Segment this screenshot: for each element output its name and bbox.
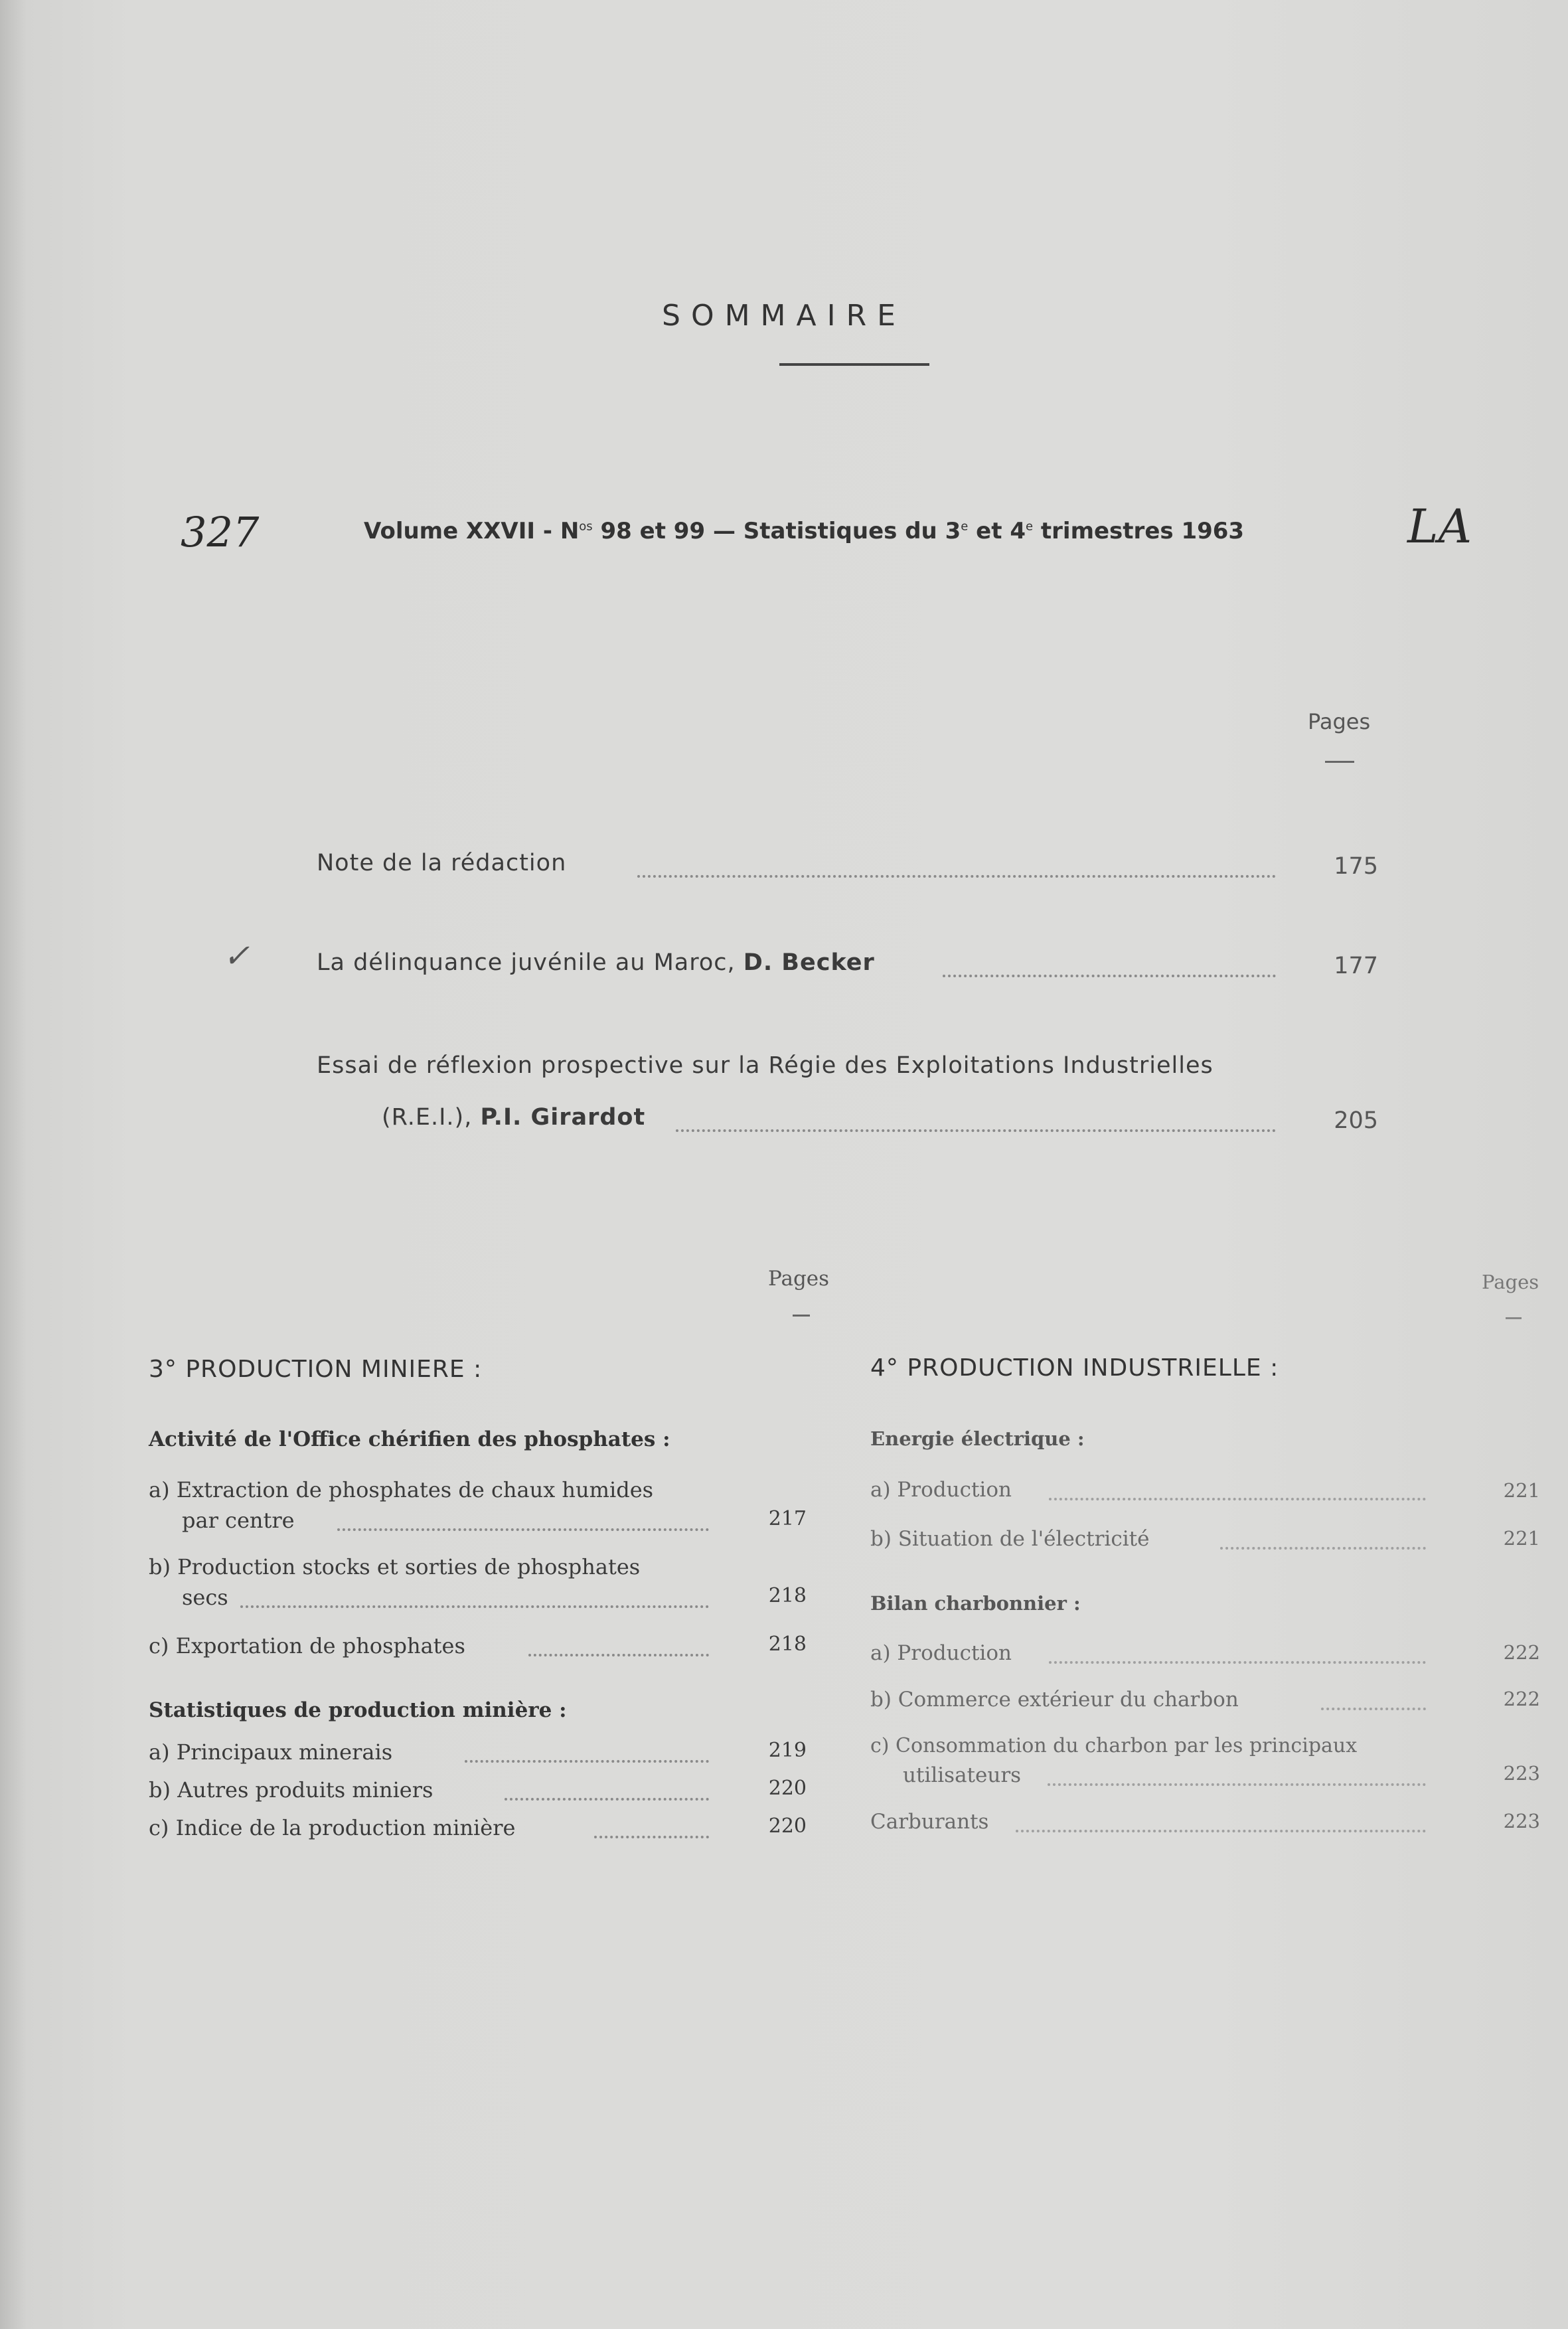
leader-dots <box>676 1129 1276 1132</box>
group-title: Energie électrique : <box>870 1427 1085 1450</box>
toc-item-page: 219 <box>768 1739 807 1762</box>
toc-item-page: 218 <box>768 1633 807 1656</box>
toc-entry-title: La délinquance juvénile au Maroc, <box>317 949 744 976</box>
volume-part-3: et 4 <box>968 518 1026 544</box>
handwritten-number: 327 <box>181 508 260 556</box>
toc-item: a) Extraction de phosphates de chaux humides <box>149 1477 654 1502</box>
toc-entry-text: Note de la rédaction <box>317 850 567 876</box>
volume-part-1: Volume XXVII - N <box>364 518 580 544</box>
pages-label-dash <box>1325 761 1354 763</box>
toc-entry-page: 175 <box>1334 853 1378 880</box>
toc-entry-text-continued <box>382 1104 645 1131</box>
toc-item-continued: utilisateurs <box>903 1763 1022 1787</box>
handwritten-initials: LA <box>1407 499 1472 554</box>
leader-dots <box>1048 1783 1426 1786</box>
toc-entry-page: 205 <box>1334 1107 1378 1134</box>
toc-item-page: 223 <box>1503 1762 1540 1785</box>
toc-item: b) Situation de l'électricité <box>870 1527 1150 1551</box>
volume-sup-2: e <box>961 519 969 534</box>
toc-item: Carburants <box>870 1810 989 1834</box>
section-heading-industry: 4° PRODUCTION INDUSTRIELLE : <box>870 1354 1279 1382</box>
toc-entry-title: (R.E.I.), <box>382 1104 481 1131</box>
leader-dots <box>1016 1830 1426 1832</box>
group-title: Statistiques de production minière : <box>149 1698 567 1722</box>
toc-item-page: 222 <box>1503 1688 1540 1710</box>
title-underline <box>779 363 929 366</box>
toc-item: c) Consommation du charbon par les principaux <box>870 1734 1358 1757</box>
leader-dots <box>943 975 1276 977</box>
page-title: SOMMAIRE <box>662 299 906 333</box>
group-title: Bilan charbonnier : <box>870 1592 1081 1615</box>
section-heading-mining: 3° PRODUCTION MINIERE : <box>149 1356 483 1383</box>
toc-item-page: 221 <box>1503 1479 1540 1502</box>
toc-item: b) Production stocks et sorties de phosphates <box>149 1554 641 1579</box>
toc-entry-page: 177 <box>1334 953 1378 979</box>
leader-dots <box>1220 1547 1426 1550</box>
volume-line <box>364 518 1244 544</box>
right-pages-label: Pages <box>1482 1271 1539 1293</box>
toc-entry-author: P.I. Girardot <box>480 1104 646 1131</box>
toc-item-continued: par centre <box>182 1508 295 1533</box>
leader-dots <box>1321 1708 1426 1710</box>
toc-entry-author: D. Becker <box>743 949 875 976</box>
volume-part-2: 98 et 99 — Statistiques du 3 <box>592 518 961 544</box>
leader-dots <box>337 1528 709 1531</box>
leader-dots <box>1049 1661 1426 1664</box>
leader-dots <box>240 1605 709 1608</box>
toc-item-page: 223 <box>1503 1810 1540 1832</box>
volume-sup-1: os <box>579 519 593 534</box>
group-title: Activité de l'Office chérifien des phosphates : <box>149 1427 670 1451</box>
left-pages-dash <box>793 1315 810 1317</box>
toc-item: b) Autres produits miniers <box>149 1777 433 1803</box>
toc-item: c) Indice de la production minière <box>149 1815 516 1840</box>
toc-item: a) Production <box>870 1641 1012 1665</box>
leader-dots <box>505 1798 709 1801</box>
pages-column-label: Pages <box>1308 709 1371 734</box>
leader-dots <box>528 1654 709 1656</box>
handwritten-tick: ✓ <box>223 937 250 975</box>
toc-entry-text: Essai de réflexion prospective sur la Régie des Exploitations Industrielles <box>317 1052 1214 1079</box>
toc-item-page: 220 <box>768 1814 807 1838</box>
leader-dots <box>594 1836 709 1838</box>
volume-part-4: trimestres 1963 <box>1033 518 1245 544</box>
leader-dots <box>465 1760 709 1763</box>
toc-item-page: 221 <box>1503 1527 1540 1550</box>
toc-entry-text <box>317 949 875 976</box>
toc-item-continued: secs <box>182 1585 228 1610</box>
toc-item-page: 222 <box>1503 1641 1540 1664</box>
left-pages-label: Pages <box>768 1267 830 1291</box>
toc-item-page: 217 <box>768 1507 807 1530</box>
right-pages-dash <box>1506 1317 1522 1319</box>
toc-item: a) Production <box>870 1478 1012 1502</box>
leader-dots <box>637 875 1276 878</box>
toc-item-page: 220 <box>768 1777 807 1800</box>
toc-item: a) Principaux minerais <box>149 1739 393 1765</box>
toc-item: c) Exportation de phosphates <box>149 1633 465 1658</box>
volume-sup-3: e <box>1025 519 1034 534</box>
leader-dots <box>1049 1498 1426 1500</box>
toc-item: b) Commerce extérieur du charbon <box>870 1688 1239 1712</box>
toc-item-page: 218 <box>768 1584 807 1607</box>
